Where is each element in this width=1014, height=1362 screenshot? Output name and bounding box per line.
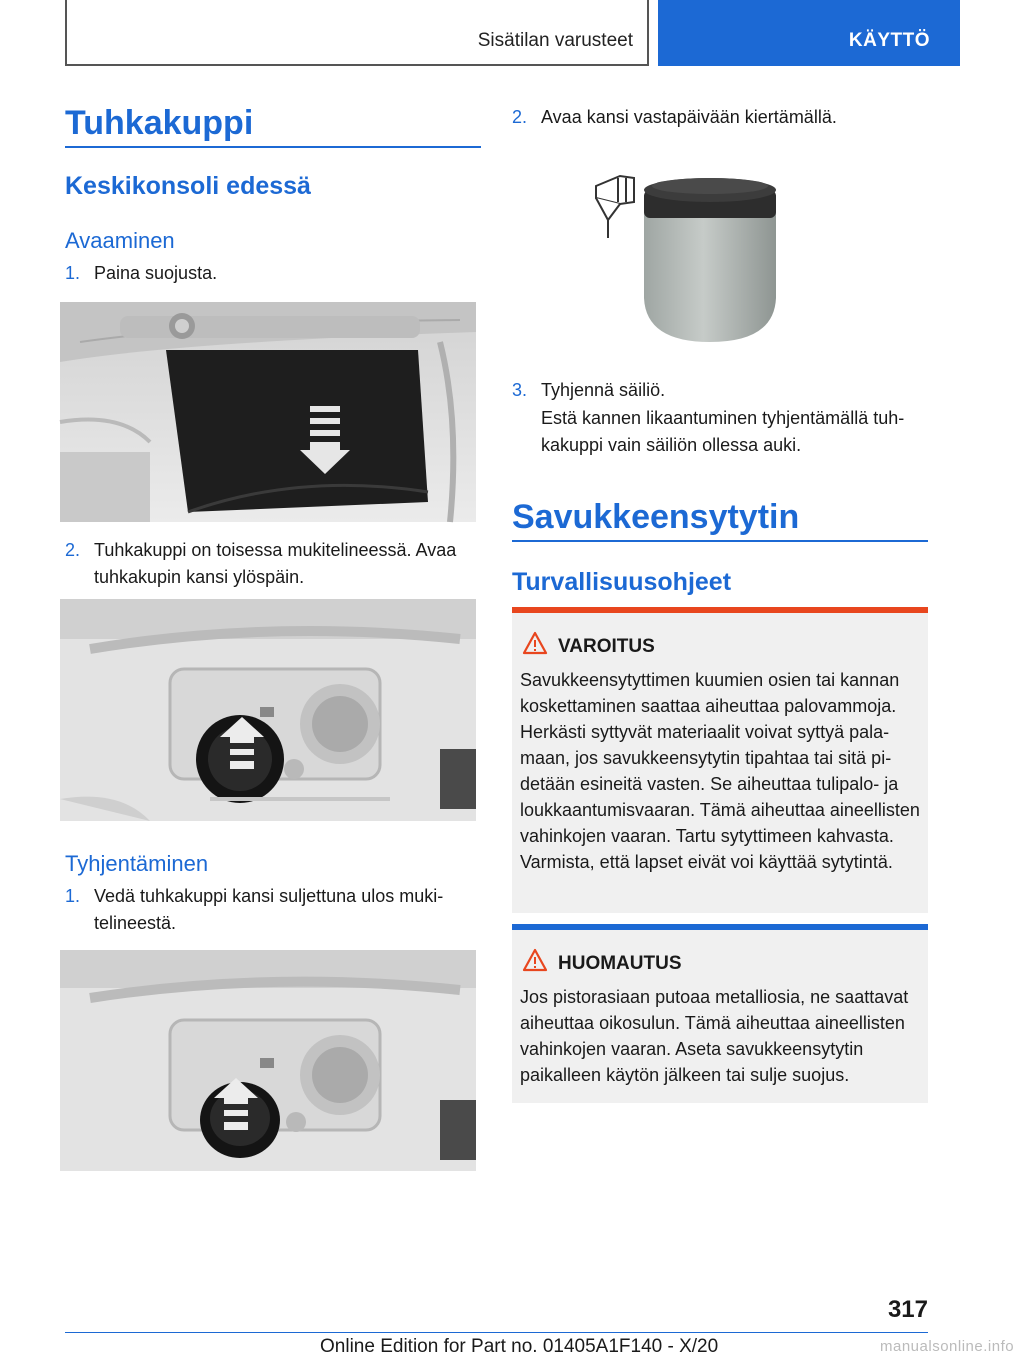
step-text: Vedä tuhkakuppi kansi suljettuna ulos mukitelineestä. bbox=[94, 886, 444, 933]
list-item bbox=[65, 883, 481, 937]
step-note: Estä kannen likaantuminen tyhjentämällä tuhkakuppi vain säiliön ollessa auki. bbox=[541, 408, 905, 455]
header-chapter-tab[interactable] bbox=[658, 0, 960, 66]
page-title-ashtray: Tuhkakuppi bbox=[65, 104, 254, 142]
warning-label: VAROITUS bbox=[558, 636, 655, 657]
step-text: Avaa kansi vastapäivään kiertämällä. bbox=[541, 107, 837, 127]
title-rule bbox=[512, 540, 928, 542]
cupholder-ashtray-open-image bbox=[60, 599, 476, 821]
list-item bbox=[65, 260, 481, 287]
step-number: 1. bbox=[65, 263, 81, 283]
heading-emptying: Tyhjentäminen bbox=[65, 851, 209, 876]
header-frame bbox=[65, 0, 649, 66]
step-number: 1. bbox=[65, 886, 81, 906]
header-section-title: Sisätilan varusteet bbox=[477, 30, 633, 51]
list-item bbox=[512, 104, 928, 131]
footer-rule bbox=[65, 1332, 928, 1333]
ashtray-cover-image bbox=[60, 302, 476, 522]
title-rule bbox=[65, 146, 481, 148]
step-number: 3. bbox=[512, 380, 528, 400]
notice-bar bbox=[512, 924, 928, 930]
footer-edition: Online Edition for Part no. 01405A1F140 - X/20 bbox=[320, 1336, 719, 1357]
list-item bbox=[512, 377, 928, 404]
subtitle-safety: Turvallisuusohjeet bbox=[512, 568, 732, 596]
step-number: 2. bbox=[65, 540, 81, 560]
step-text: Tuhkakuppi on toisessa mukitelineessä. Avaa tuhkakupin kansi ylöspäin. bbox=[94, 540, 457, 587]
ashtray-pull-out-image bbox=[60, 950, 476, 1171]
notice-triangle-icon bbox=[522, 948, 548, 972]
list-item bbox=[65, 537, 481, 591]
subtitle-front-console: Keskikonsoli edessä bbox=[65, 172, 311, 200]
notice-label: HUOMAUTUS bbox=[558, 953, 682, 974]
section-title-lighter: Savukkeensytytin bbox=[512, 498, 800, 536]
step-text: Tyhjennä säiliö. bbox=[541, 380, 666, 400]
warning-bar bbox=[512, 607, 928, 613]
warning-text: Savukkeensytyttimen kuumien osien tai kannan koskettaminen saattaa aiheuttaa palovammoja. Herkästi syttyvät materiaalit voivat syttyä palamaan, jos savukkeensytytin tipahtaa tai sitä pidetään esineitä vasten. Se aiheuttaa tulipalo- ja loukkaantumisvaaran. Tämä aiheuttaa aineellisten vahinkojen vaaran. Tartu sytyttimeen kahvasta. Varmista, että lapset eivät voi käyttää sytytintä. bbox=[520, 670, 920, 872]
page-number: 317 bbox=[887, 1296, 928, 1323]
ashtray-container-illustration bbox=[586, 158, 796, 346]
step-number: 2. bbox=[512, 107, 528, 127]
notice-box bbox=[512, 924, 928, 1103]
warning-triangle-icon bbox=[522, 631, 548, 655]
heading-opening: Avaaminen bbox=[65, 228, 175, 253]
notice-text: Jos pistorasiaan putoaa metalliosia, ne saattavat aiheuttaa oikosulun. Tämä aiheuttaa aineellisten vahinkojen vaaran. Aseta savukkeensytytin paikalleen käytön jälkeen tai sulje suojus. bbox=[520, 987, 909, 1085]
step-text: Paina suojusta. bbox=[94, 263, 218, 283]
header-chapter-label: KÄYTTÖ bbox=[848, 30, 930, 51]
warning-box bbox=[512, 607, 928, 913]
footer-watermark: manualsonline.info bbox=[880, 1338, 1014, 1355]
